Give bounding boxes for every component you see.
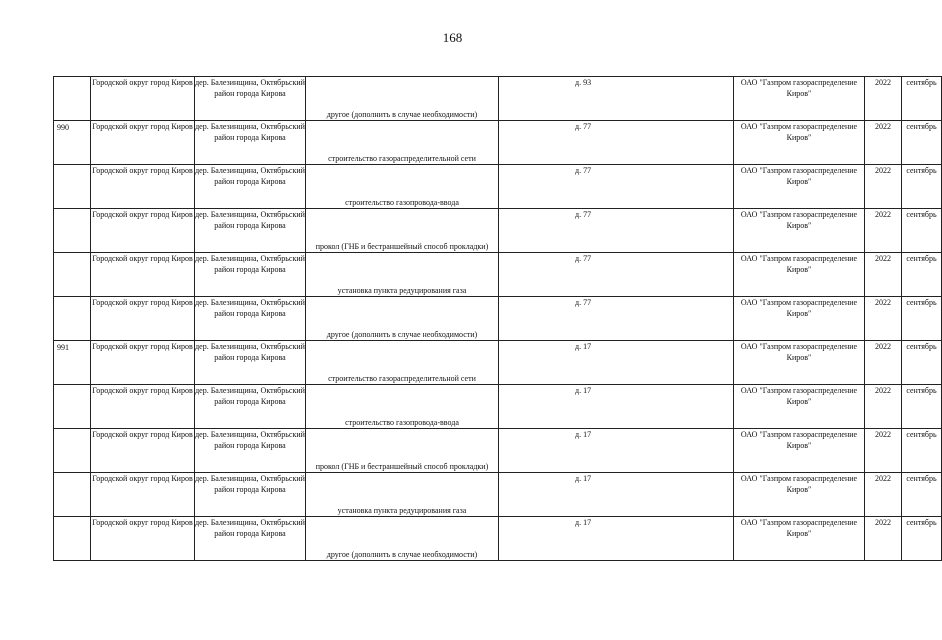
place-cell: дер. Балезинщина, Октябрьский район города Кирова: [195, 341, 306, 385]
row-number: 991: [54, 341, 91, 385]
work-type-cell: [306, 209, 499, 253]
okrug-cell: Городской округ город Киров: [91, 429, 195, 473]
work-type-cell: [306, 253, 499, 297]
place-cell: дер. Балезинщина, Октябрьский район города Кирова: [195, 429, 306, 473]
registry-table-body: [54, 77, 942, 561]
place-cell: дер. Балезинщина, Октябрьский район города Кирова: [195, 209, 306, 253]
place-cell: дер. Балезинщина, Октябрьский район города Кирова: [195, 517, 306, 561]
month-cell: сентябрь: [902, 121, 942, 165]
organization-cell: ОАО "Газпром газораспределение Киров": [734, 341, 865, 385]
house-cell: д. 17: [499, 473, 734, 517]
row-number: [54, 77, 91, 121]
work-type-text: строительство газопровода-ввода: [345, 198, 459, 207]
organization-cell: ОАО "Газпром газораспределение Киров": [734, 121, 865, 165]
row-number: [54, 429, 91, 473]
year-cell: 2022: [865, 429, 902, 473]
table-row: [54, 253, 942, 297]
organization-cell: ОАО "Газпром газораспределение Киров": [734, 385, 865, 429]
work-type-text: другое (дополнить в случае необходимости): [326, 330, 478, 339]
organization-cell: ОАО "Газпром газораспределение Киров": [734, 517, 865, 561]
year-cell: 2022: [865, 121, 902, 165]
registry-table: [53, 76, 942, 561]
page-number: 168: [442, 30, 463, 45]
year-cell: 2022: [865, 253, 902, 297]
work-type-cell: [306, 473, 499, 517]
work-type-text: строительство газораспределительной сети: [328, 154, 476, 163]
work-type-text: строительство газопровода-ввода: [345, 418, 459, 427]
organization-cell: ОАО "Газпром газораспределение Киров": [734, 473, 865, 517]
work-type-cell: [306, 77, 499, 121]
year-cell: 2022: [865, 77, 902, 121]
table-row: [54, 473, 942, 517]
year-cell: 2022: [865, 165, 902, 209]
organization-cell: ОАО "Газпром газораспределение Киров": [734, 165, 865, 209]
house-cell: д. 17: [499, 429, 734, 473]
year-cell: 2022: [865, 341, 902, 385]
month-cell: сентябрь: [902, 517, 942, 561]
month-cell: сентябрь: [902, 253, 942, 297]
house-cell: д. 77: [499, 209, 734, 253]
okrug-cell: Городской округ город Киров: [91, 517, 195, 561]
work-type-text: строительство газораспределительной сети: [328, 374, 476, 383]
month-cell: сентябрь: [902, 429, 942, 473]
year-cell: 2022: [865, 385, 902, 429]
row-number: [54, 209, 91, 253]
work-type-cell: [306, 341, 499, 385]
year-cell: 2022: [865, 297, 902, 341]
work-type-cell: [306, 429, 499, 473]
table-row: [54, 429, 942, 473]
house-cell: д. 17: [499, 341, 734, 385]
work-type-text: другое (дополнить в случае необходимости): [326, 110, 478, 119]
okrug-cell: Городской округ город Киров: [91, 385, 195, 429]
month-cell: сентябрь: [902, 473, 942, 517]
row-number: [54, 385, 91, 429]
house-cell: д. 17: [499, 385, 734, 429]
house-cell: д. 77: [499, 165, 734, 209]
place-cell: дер. Балезинщина, Октябрьский район города Кирова: [195, 165, 306, 209]
place-cell: дер. Балезинщина, Октябрьский район города Кирова: [195, 297, 306, 341]
month-cell: сентябрь: [902, 165, 942, 209]
row-number: 990: [54, 121, 91, 165]
work-type-text: установка пункта редуцирования газа: [337, 286, 467, 295]
organization-cell: ОАО "Газпром газораспределение Киров": [734, 77, 865, 121]
house-cell: д. 77: [499, 121, 734, 165]
row-number: [54, 165, 91, 209]
work-type-text: прокол (ГНБ и бестраншейный способ прокладки): [315, 242, 489, 251]
table-row: [54, 121, 942, 165]
table-row: [54, 77, 942, 121]
work-type-cell: [306, 517, 499, 561]
okrug-cell: Городской округ город Киров: [91, 121, 195, 165]
month-cell: сентябрь: [902, 77, 942, 121]
month-cell: сентябрь: [902, 209, 942, 253]
house-cell: д. 77: [499, 297, 734, 341]
place-cell: дер. Балезинщина, Октябрьский район города Кирова: [195, 77, 306, 121]
table-row: [54, 165, 942, 209]
place-cell: дер. Балезинщина, Октябрьский район города Кирова: [195, 473, 306, 517]
row-number: [54, 297, 91, 341]
okrug-cell: Городской округ город Киров: [91, 253, 195, 297]
house-cell: д. 77: [499, 253, 734, 297]
work-type-text: прокол (ГНБ и бестраншейный способ прокладки): [315, 462, 489, 471]
organization-cell: ОАО "Газпром газораспределение Киров": [734, 297, 865, 341]
work-type-cell: [306, 165, 499, 209]
organization-cell: ОАО "Газпром газораспределение Киров": [734, 253, 865, 297]
row-number: [54, 517, 91, 561]
year-cell: 2022: [865, 209, 902, 253]
row-number: [54, 473, 91, 517]
table-row: [54, 341, 942, 385]
table-row: [54, 297, 942, 341]
place-cell: дер. Балезинщина, Октябрьский район города Кирова: [195, 121, 306, 165]
okrug-cell: Городской округ город Киров: [91, 165, 195, 209]
year-cell: 2022: [865, 473, 902, 517]
month-cell: сентябрь: [902, 297, 942, 341]
okrug-cell: Городской округ город Киров: [91, 341, 195, 385]
work-type-text: другое (дополнить в случае необходимости): [326, 550, 478, 559]
work-type-cell: [306, 385, 499, 429]
month-cell: сентябрь: [902, 385, 942, 429]
work-type-text: установка пункта редуцирования газа: [337, 506, 467, 515]
okrug-cell: Городской округ город Киров: [91, 297, 195, 341]
organization-cell: ОАО "Газпром газораспределение Киров": [734, 209, 865, 253]
okrug-cell: Городской округ город Киров: [91, 473, 195, 517]
organization-cell: ОАО "Газпром газораспределение Киров": [734, 429, 865, 473]
year-cell: 2022: [865, 517, 902, 561]
house-cell: д. 17: [499, 517, 734, 561]
month-cell: сентябрь: [902, 341, 942, 385]
work-type-cell: [306, 121, 499, 165]
row-number: [54, 253, 91, 297]
place-cell: дер. Балезинщина, Октябрьский район города Кирова: [195, 253, 306, 297]
work-type-cell: [306, 297, 499, 341]
table-row: [54, 517, 942, 561]
house-cell: д. 93: [499, 77, 734, 121]
table-row: [54, 209, 942, 253]
okrug-cell: Городской округ город Киров: [91, 209, 195, 253]
table-row: [54, 385, 942, 429]
place-cell: дер. Балезинщина, Октябрьский район города Кирова: [195, 385, 306, 429]
okrug-cell: Городской округ город Киров: [91, 77, 195, 121]
